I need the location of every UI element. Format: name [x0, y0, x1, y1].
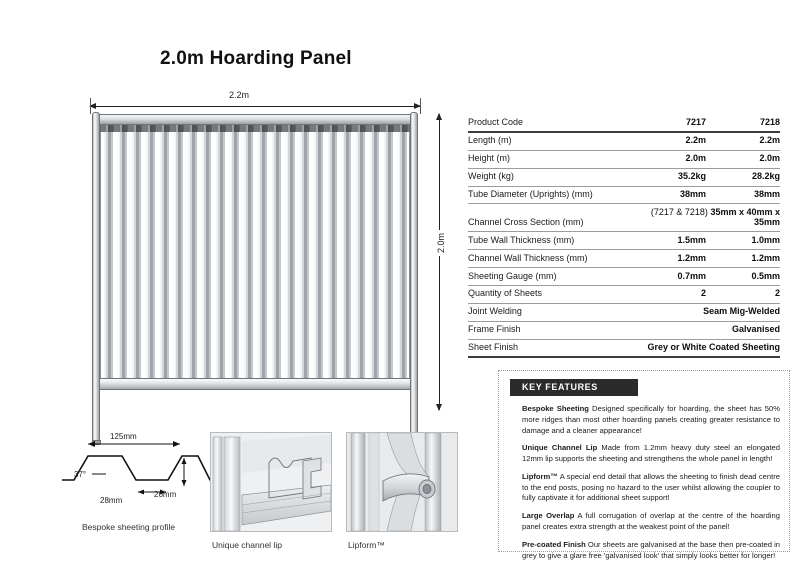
spec-label: Channel Wall Thickness (mm)	[468, 250, 632, 268]
profile-pitch-label: 125mm	[110, 432, 137, 441]
height-dimension-label: 2.0m	[436, 230, 446, 256]
spec-span-prefix: (7217 & 7218)	[650, 206, 708, 217]
spec-value-7217: 7217	[632, 114, 706, 132]
key-feature-text: Our sheets are galvanised at the base then pre-coated in grey to give a glare free 'galvanised look' that simply looks better for longer!	[522, 539, 780, 560]
key-feature-title: Unique Channel Lip	[522, 443, 598, 453]
spec-label: Frame Finish	[468, 321, 632, 339]
spec-label: Sheeting Gauge (mm)	[468, 268, 632, 286]
specification-table	[468, 114, 780, 358]
key-feature-item	[522, 511, 780, 533]
key-feature-item	[522, 540, 780, 562]
profile-caption: Bespoke sheeting profile	[82, 522, 176, 532]
key-feature-item	[522, 472, 780, 504]
panel-bottom-rail	[96, 378, 414, 390]
spec-label: Weight (kg)	[468, 168, 632, 186]
hoarding-panel-drawing	[60, 88, 460, 428]
spec-value-7217: 1.5mm	[632, 232, 706, 250]
spec-value-7218: 1.2mm	[706, 250, 780, 268]
panel-sheet-top-edge	[100, 125, 410, 132]
spec-value-7217: 2.0m	[632, 150, 706, 168]
table-row	[468, 285, 780, 303]
spec-value-7217: 0.7mm	[632, 268, 706, 286]
key-feature-title: Lipform™	[522, 471, 558, 481]
panel-corrugated-sheet	[100, 125, 410, 378]
width-dimension-tick-right	[420, 98, 421, 114]
width-dimension-label: 2.2m	[225, 90, 253, 100]
photo-caption-channel-lip: Unique channel lip	[212, 540, 282, 550]
key-feature-text: A full corrugation of overlap at the centre of the hoarding panel creates extra strength at the weakest point of the panel!	[522, 511, 780, 532]
spec-label: Product Code	[468, 114, 632, 132]
spec-value-7218: 1.0mm	[706, 232, 780, 250]
profile-depth-label: 26mm	[154, 490, 177, 499]
key-feature-title: Large Overlap	[522, 511, 575, 521]
spec-value-7217: 1.2mm	[632, 250, 706, 268]
table-row	[468, 114, 780, 132]
spec-label: Joint Welding	[468, 303, 632, 321]
key-features-list	[522, 404, 780, 568]
panel-top-rail	[96, 114, 414, 125]
spec-label: Channel Cross Section (mm)	[468, 204, 632, 232]
spec-value-span	[632, 204, 780, 232]
table-row	[468, 250, 780, 268]
table-row	[468, 268, 780, 286]
spec-value-7218: 2.0m	[706, 150, 780, 168]
table-row	[468, 321, 780, 339]
key-feature-title: Pre-coated Finish	[522, 539, 586, 549]
key-feature-item	[522, 443, 780, 465]
spec-value-7218: 7218	[706, 114, 780, 132]
spec-value-7218: 38mm	[706, 186, 780, 204]
key-feature-text: Made from 1.2mm heavy duty steel an elongated 12mm lip supports the sheeting and strengthens the whole panel in length!	[522, 443, 781, 464]
sheeting-profile-diagram	[62, 430, 222, 540]
table-row	[468, 303, 780, 321]
table-row	[468, 150, 780, 168]
table-row	[468, 168, 780, 186]
photo-lipform	[346, 432, 458, 532]
spec-label: Length (m)	[468, 132, 632, 150]
key-feature-title: Bespoke Sheeting	[522, 404, 589, 413]
spec-value-span: Grey or White Coated Sheeting	[632, 339, 780, 357]
spec-value-span: Galvanised	[632, 321, 780, 339]
table-row	[468, 204, 780, 232]
photo-caption-lipform: Lipform™	[348, 540, 385, 550]
key-features-header: KEY FEATURES	[510, 379, 638, 396]
profile-angle-label: 37°	[74, 470, 87, 479]
spec-value-7217: 35.2kg	[632, 168, 706, 186]
spec-label: Quantity of Sheets	[468, 285, 632, 303]
profile-trough-label: 28mm	[100, 496, 123, 505]
spec-value-7218: 0.5mm	[706, 268, 780, 286]
table-row	[468, 232, 780, 250]
spec-value-7217: 2.2m	[632, 132, 706, 150]
panel-illustration	[92, 114, 418, 404]
table-row	[468, 339, 780, 357]
lipform-illustration	[347, 433, 457, 531]
spec-label: Height (m)	[468, 150, 632, 168]
width-dimension-tick-left	[90, 98, 91, 114]
channel-lip-illustration	[211, 433, 331, 531]
spec-value-7218: 28.2kg	[706, 168, 780, 186]
key-feature-text: A special end detail that allows the sheeting to finish dead centre to the end posts, posing no hazard to the user whilst allowing the coupler to fully captivate it for additional sheet support!	[522, 471, 780, 503]
spec-label: Tube Diameter (Uprights) (mm)	[468, 186, 632, 204]
spec-label: Sheet Finish	[468, 339, 632, 357]
spec-value-7217: 2	[632, 285, 706, 303]
spec-label: Tube Wall Thickness (mm)	[468, 232, 632, 250]
page-title: 2.0m Hoarding Panel	[160, 48, 352, 69]
spec-value-7218: 2.2m	[706, 132, 780, 150]
key-feature-item	[522, 404, 780, 436]
specification-table-body	[468, 114, 780, 357]
panel-post-right	[410, 112, 418, 442]
key-feature-text: Designed specifically for hoarding, the sheet has 50% more ridges than most other hoarding panels creating greater resistance to damage and a cleaner appearance!	[522, 404, 780, 435]
spec-value-7217: 38mm	[632, 186, 706, 204]
width-dimension-line	[90, 106, 420, 107]
photo-unique-channel-lip	[210, 432, 332, 532]
table-row	[468, 132, 780, 150]
spec-value-span: Seam Mig-Welded	[632, 303, 780, 321]
height-dimension-line	[439, 114, 440, 410]
panel-post-left	[92, 112, 100, 442]
spec-value-7218: 2	[706, 285, 780, 303]
table-row	[468, 186, 780, 204]
spec-span-value: 35mm x 40mm x 35mm	[710, 206, 780, 227]
